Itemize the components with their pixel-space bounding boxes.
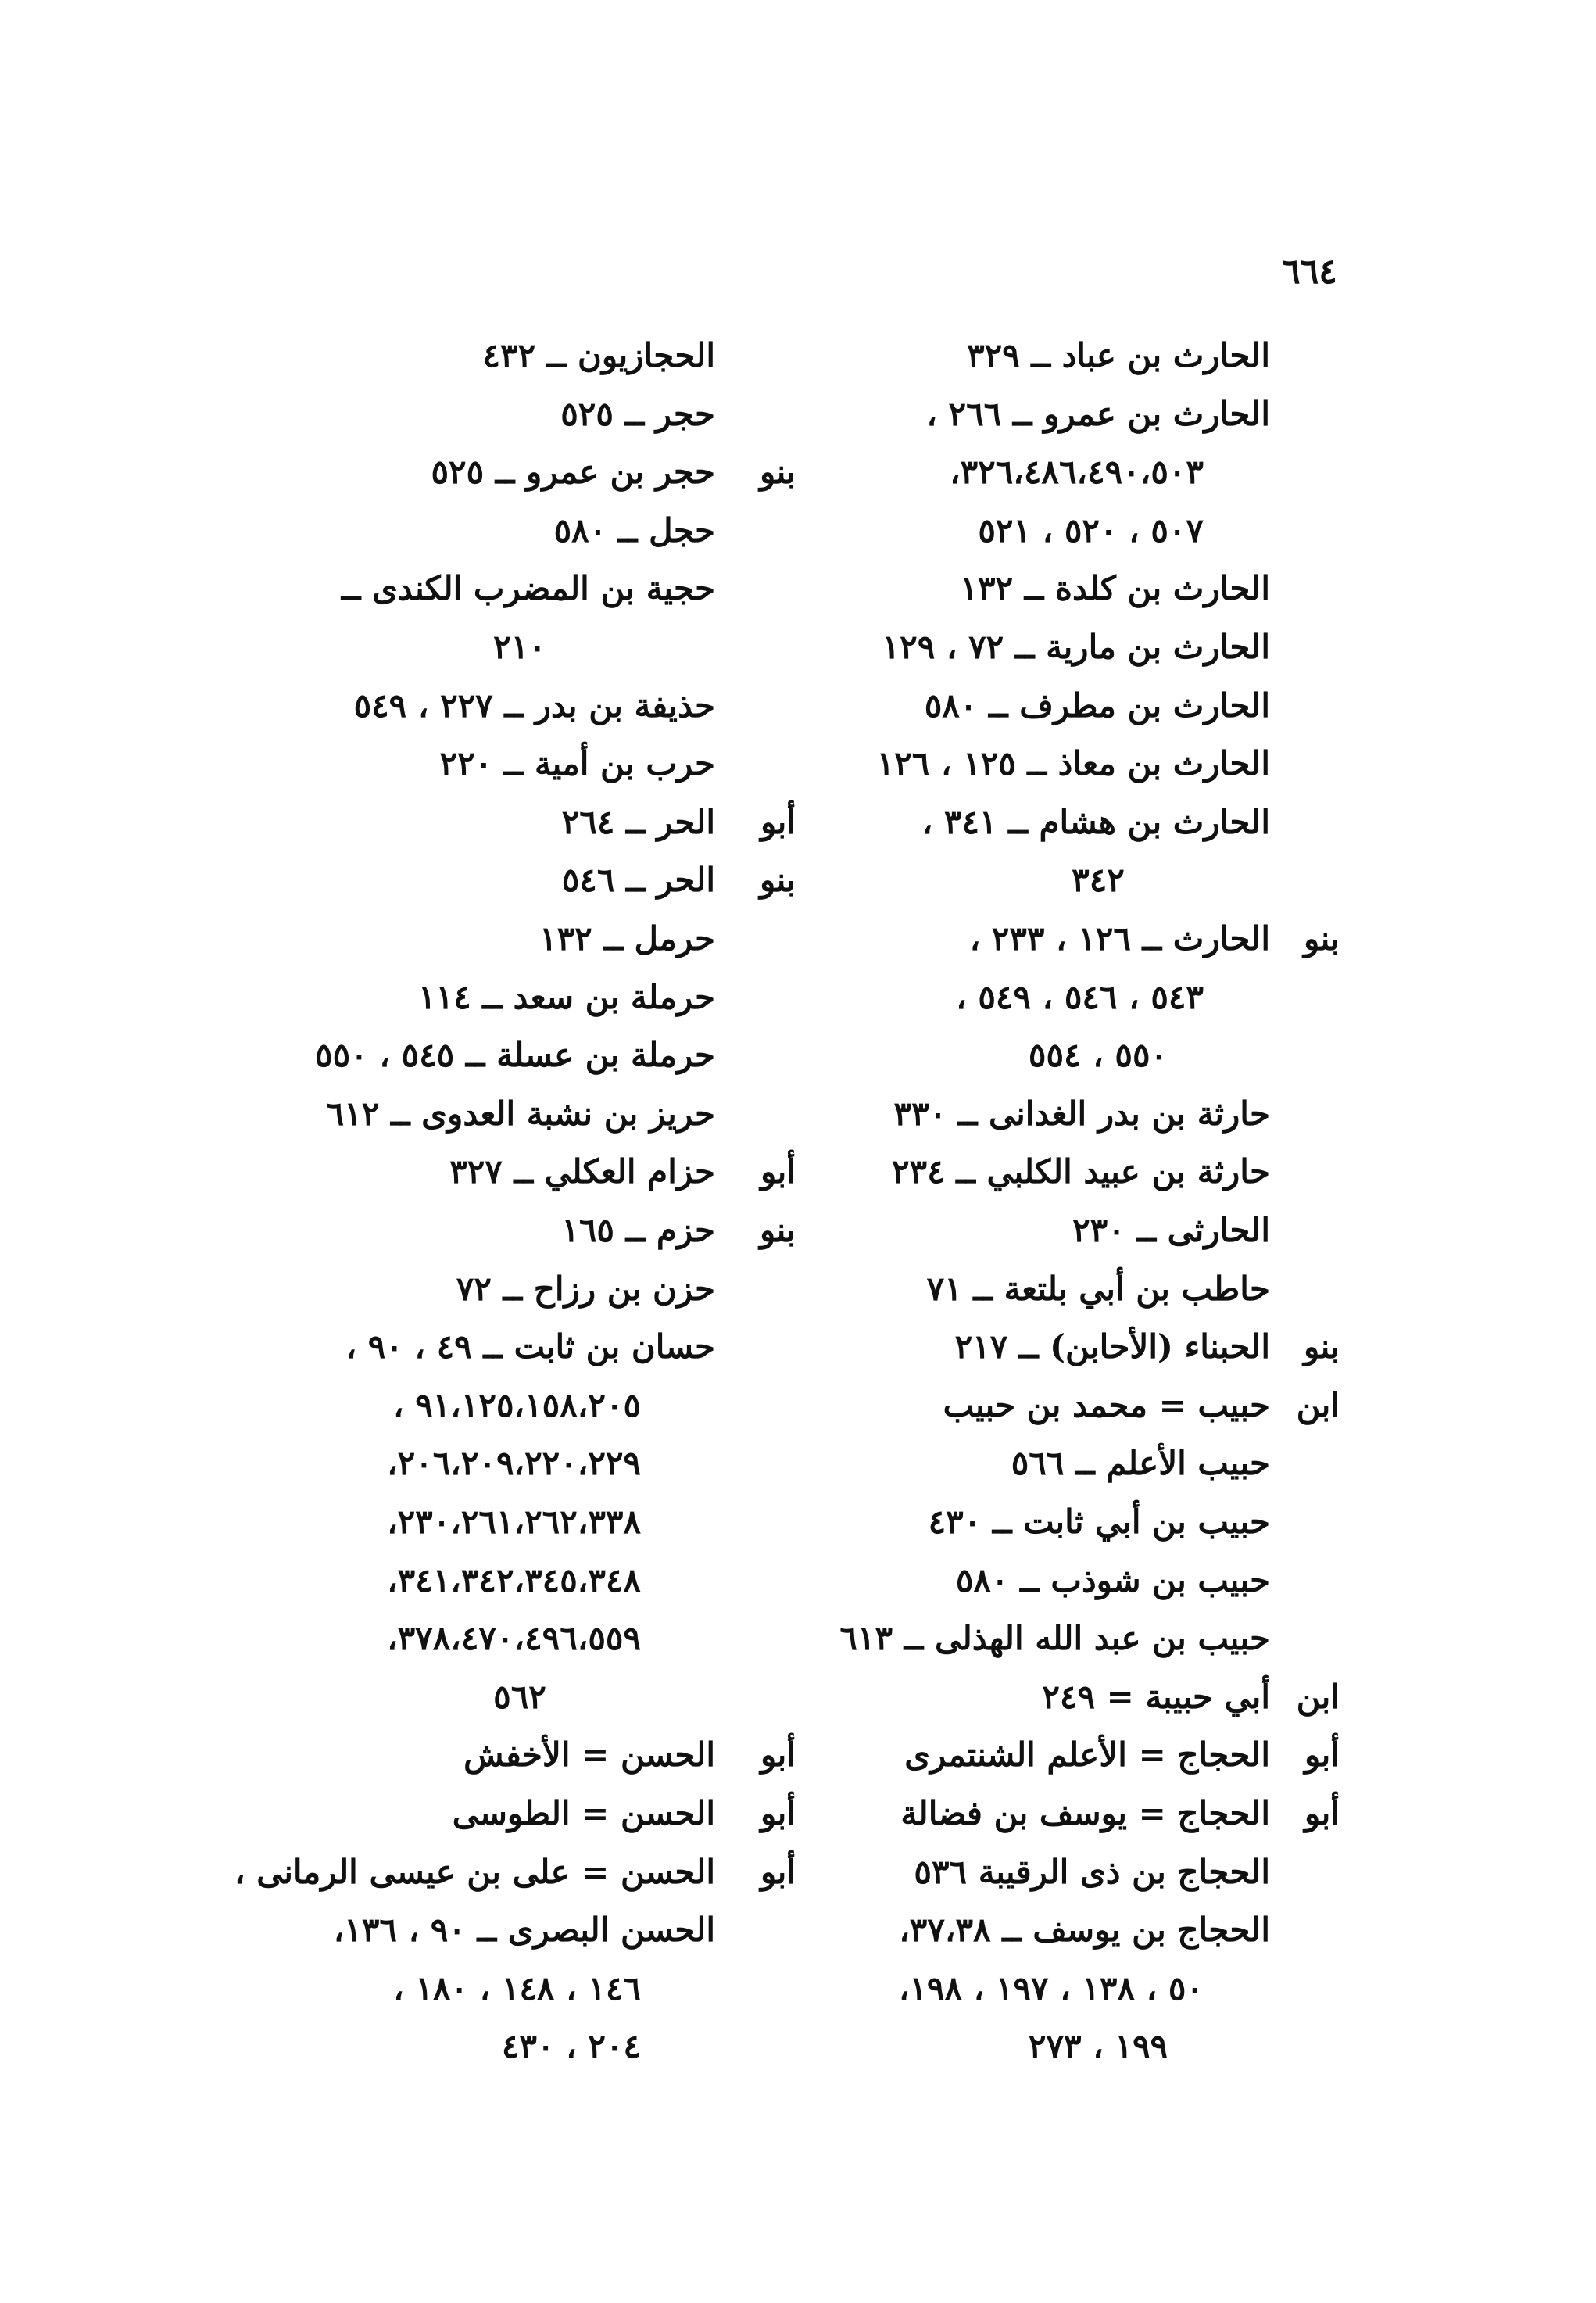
entry-prefix: أبو <box>760 1852 796 1891</box>
entry-text: حرملة بن سعد ــ ١١٤ <box>417 977 715 1016</box>
index-entry <box>860 1260 1337 1318</box>
entry-prefix: بنو <box>759 1211 796 1249</box>
entry-text: ٢١٠ <box>493 628 546 666</box>
index-entry <box>860 910 1340 968</box>
entry-text: الحر ــ ٥٤٦ <box>561 861 715 900</box>
entry-text: الحسن = على بن عيسى الرمانى ، <box>234 1852 715 1891</box>
index-entry <box>250 502 789 560</box>
index-entry <box>860 1960 1337 2018</box>
index-entry <box>250 618 789 676</box>
entry-prefix: بنو <box>759 861 796 900</box>
entry-prefix: بنو <box>1303 1327 1340 1366</box>
entry-text: الحارث بن معاذ ــ ١٢٥ ، ١٢٦ <box>876 744 1270 783</box>
entry-text: حسان بن ثابت ــ ٤٩ ، ٩٠ ، <box>345 1327 715 1366</box>
entry-text: حجل ــ ٥٨٠ <box>553 510 715 550</box>
entry-text: الحارثى ــ ٢٣٠ <box>1072 1211 1270 1249</box>
index-entry <box>250 1785 796 1843</box>
entry-text: الحسن = الأخفش <box>463 1735 715 1775</box>
entry-text: ٥٤٣ ، ٥٤٦ ، ٥٤٩ ، <box>956 977 1204 1016</box>
index-entry <box>860 1318 1340 1376</box>
entry-text: ٥٠٧ ، ٥٢٠ ، ٥٢١ <box>978 510 1204 550</box>
entry-prefix: أبو <box>760 802 796 841</box>
entry-text: حجية بن المضرب الكندى ــ <box>341 569 715 608</box>
index-entry <box>234 1843 796 1901</box>
entry-text: الحارث بن مارية ــ ٧٢ ، ١٢٩ <box>882 628 1270 666</box>
entry-text: ٢٠٤ ، ٤٣٠ <box>501 2027 641 2066</box>
index-entry <box>860 1552 1337 1610</box>
index-entry <box>860 1493 1337 1551</box>
index-entry <box>860 969 1337 1026</box>
index-entry <box>250 910 789 968</box>
index-entry <box>250 793 796 851</box>
index-entry <box>250 1610 789 1667</box>
entry-text: ٣٤١،٣٤٢،٣٤٥،٣٤٨، <box>387 1560 641 1599</box>
entry-text: الحارث بن عمرو ــ ٢٦٦ ، <box>926 394 1270 433</box>
index-entry <box>860 2018 1337 2076</box>
index-entry <box>250 443 796 501</box>
entry-text: ١٤٦ ، ١٤٨ ، ١٨٠ ، <box>393 1968 641 2008</box>
entry-prefix: ابن <box>1296 1677 1340 1716</box>
entry-text: الحسن = الطوسى <box>452 1794 715 1832</box>
entry-text: ١٩٩ ، ٢٧٣ <box>1028 2027 1168 2066</box>
entry-text: الحجاج بن يوسف ــ ٣٧،٣٨، <box>899 1911 1270 1950</box>
index-entry <box>860 1726 1340 1784</box>
index-entry <box>860 618 1337 676</box>
entry-text: ٢٠٦،٢٠٩،٢٢٠،٢٢٩، <box>387 1444 641 1483</box>
entry-text: ٢٣٠،٢٦١،٢٦٢،٣٣٨، <box>387 1503 641 1541</box>
entry-text: حزم ــ ١٦٥ <box>561 1211 715 1249</box>
entry-text: ٥٦٢ <box>493 1677 546 1716</box>
entry-text: الحارث بن مطرف ــ ٥٨٠ <box>924 686 1270 725</box>
entry-text: حبيب بن عبد الله الهذلى ــ ٦١٣ <box>839 1619 1270 1658</box>
index-entry <box>860 1901 1337 1959</box>
index-entry <box>250 1434 789 1492</box>
entry-text: حرب بن أمية ــ ٢٢٠ <box>439 744 715 783</box>
index-entry <box>250 1901 789 1959</box>
index-entry <box>250 677 789 735</box>
index-entry <box>860 1143 1337 1201</box>
entry-text: حجر بن عمرو ــ ٥٢٥ <box>431 453 715 492</box>
entry-text: حاطب بن أبي بلتعة ــ ٧١ <box>926 1269 1270 1308</box>
index-entry <box>860 677 1337 735</box>
entry-text: حذيفة بن بدر ــ ٢٢٧ ، ٥٤٩ <box>353 686 715 725</box>
index-entry <box>250 327 789 385</box>
entry-text: حبيب الأعلم ــ ٥٦٦ <box>1011 1444 1270 1483</box>
entry-prefix: أبو <box>760 1735 796 1775</box>
entry-text: حارثة بن عبيد الكلبي ــ ٢٣٤ <box>891 1152 1270 1191</box>
index-entry <box>860 793 1337 851</box>
entry-text: ٥٥٠ ، ٥٥٤ <box>1028 1036 1168 1075</box>
entry-text: أبي حبيبة = ٢٤٩ <box>1042 1677 1270 1716</box>
index-entry <box>250 969 789 1026</box>
index-entry <box>860 502 1337 560</box>
entry-prefix: بنو <box>759 453 796 492</box>
entry-text: الحجاج بن ذى الرقيبة ٥٣٦ <box>914 1852 1270 1891</box>
index-entry <box>839 1610 1337 1667</box>
entry-text: حبيب بن أبي ثابت ــ ٤٣٠ <box>928 1503 1270 1541</box>
index-entry <box>860 1668 1340 1726</box>
entry-text: حجر ــ ٥٢٥ <box>560 394 715 433</box>
entry-prefix: أبو <box>760 1794 796 1832</box>
index-entry <box>250 1085 789 1143</box>
index-entry <box>860 1026 1337 1084</box>
entry-text: الحجازيون ــ ٤٣٢ <box>482 336 715 374</box>
entry-text: حارثة بن بدر الغدانى ــ ٣٣٠ <box>893 1094 1270 1133</box>
index-entry <box>860 327 1337 385</box>
entry-text: ٣٢٦،٤٨٦،٤٩٠،٥٠٣، <box>950 453 1204 492</box>
index-entry <box>860 443 1337 501</box>
entry-text: الحارث ــ ١٢٦ ، ٢٣٣ ، <box>969 919 1270 958</box>
entry-text: حرمل ــ ١٣٢ <box>539 919 715 958</box>
entry-text: ٥٠ ، ١٣٨ ، ١٩٧ ، ١٩٨، <box>898 1968 1204 2008</box>
index-entry <box>860 851 1337 909</box>
index-entry <box>860 1085 1337 1143</box>
index-entry <box>250 1318 789 1376</box>
entry-text: حبيب = محمد بن حبيب <box>943 1385 1270 1424</box>
entry-text: ٣٧٨،٤٧٠،٤٩٦،٥٥٩، <box>387 1619 641 1658</box>
index-entry <box>250 735 789 793</box>
entry-text: ٩١،١٢٥،١٥٨،٢٠٥ ، <box>393 1385 641 1424</box>
index-entry <box>860 735 1337 793</box>
entry-text: حبيب بن شوذب ــ ٥٨٠ <box>955 1560 1270 1599</box>
page-number: ٦٦٤ <box>1282 252 1337 292</box>
entry-text: الحارث بن كلدة ــ ١٣٢ <box>960 569 1270 608</box>
entry-text: ٣٤٢ <box>1072 861 1125 900</box>
entry-text: الحارث بن عباد ــ ٣٢٩ <box>967 336 1270 374</box>
entry-text: حريز بن نشبة العدوى ــ ٦١٢ <box>326 1094 715 1133</box>
entry-text: الحجاج = يوسف بن فضالة <box>900 1794 1270 1832</box>
entry-text: حرملة بن عسلة ــ ٥٤٥ ، ٥٥٠ <box>315 1036 715 1075</box>
index-entry <box>250 1552 789 1610</box>
entry-text: حزام العكلي ــ ٣٢٧ <box>449 1152 715 1191</box>
index-entry <box>250 851 796 909</box>
entry-prefix: ابن <box>1296 1385 1340 1424</box>
entry-text: الحبناء (الأحابن) ــ ٢١٧ <box>954 1327 1270 1366</box>
index-entry <box>250 385 789 443</box>
index-entry <box>250 1260 789 1318</box>
index-entry <box>250 1493 789 1551</box>
entry-prefix: أبو <box>1304 1735 1340 1775</box>
index-entry <box>860 1202 1337 1259</box>
entry-text: الحر ــ ٢٦٤ <box>561 802 715 841</box>
index-entry <box>250 1960 789 2018</box>
index-entry <box>860 1377 1340 1434</box>
entry-text: الحارث بن هشام ــ ٣٤١ ، <box>921 802 1270 841</box>
index-entry <box>250 1726 796 1784</box>
entry-text: الحسن البصرى ــ ٩٠ ، ١٣٦، <box>333 1911 715 1950</box>
index-entry <box>860 560 1337 618</box>
index-entry <box>860 385 1337 443</box>
index-entry <box>250 2018 789 2076</box>
entry-text: حزن بن رزاح ــ ٧٢ <box>456 1269 715 1308</box>
entry-prefix: بنو <box>1303 919 1340 958</box>
entry-prefix: أبو <box>760 1152 796 1191</box>
index-entry <box>250 1143 796 1201</box>
index-entry <box>860 1843 1337 1901</box>
index-entry <box>250 560 789 618</box>
index-entry <box>250 1026 789 1084</box>
index-entry <box>250 1377 789 1434</box>
index-entry <box>250 1202 796 1259</box>
index-entry <box>860 1434 1337 1492</box>
index-entry <box>860 1785 1340 1843</box>
entry-text: الحجاج = الأعلم الشنتمرى <box>904 1735 1270 1775</box>
entry-prefix: أبو <box>1304 1794 1340 1832</box>
index-entry <box>250 1668 789 1726</box>
